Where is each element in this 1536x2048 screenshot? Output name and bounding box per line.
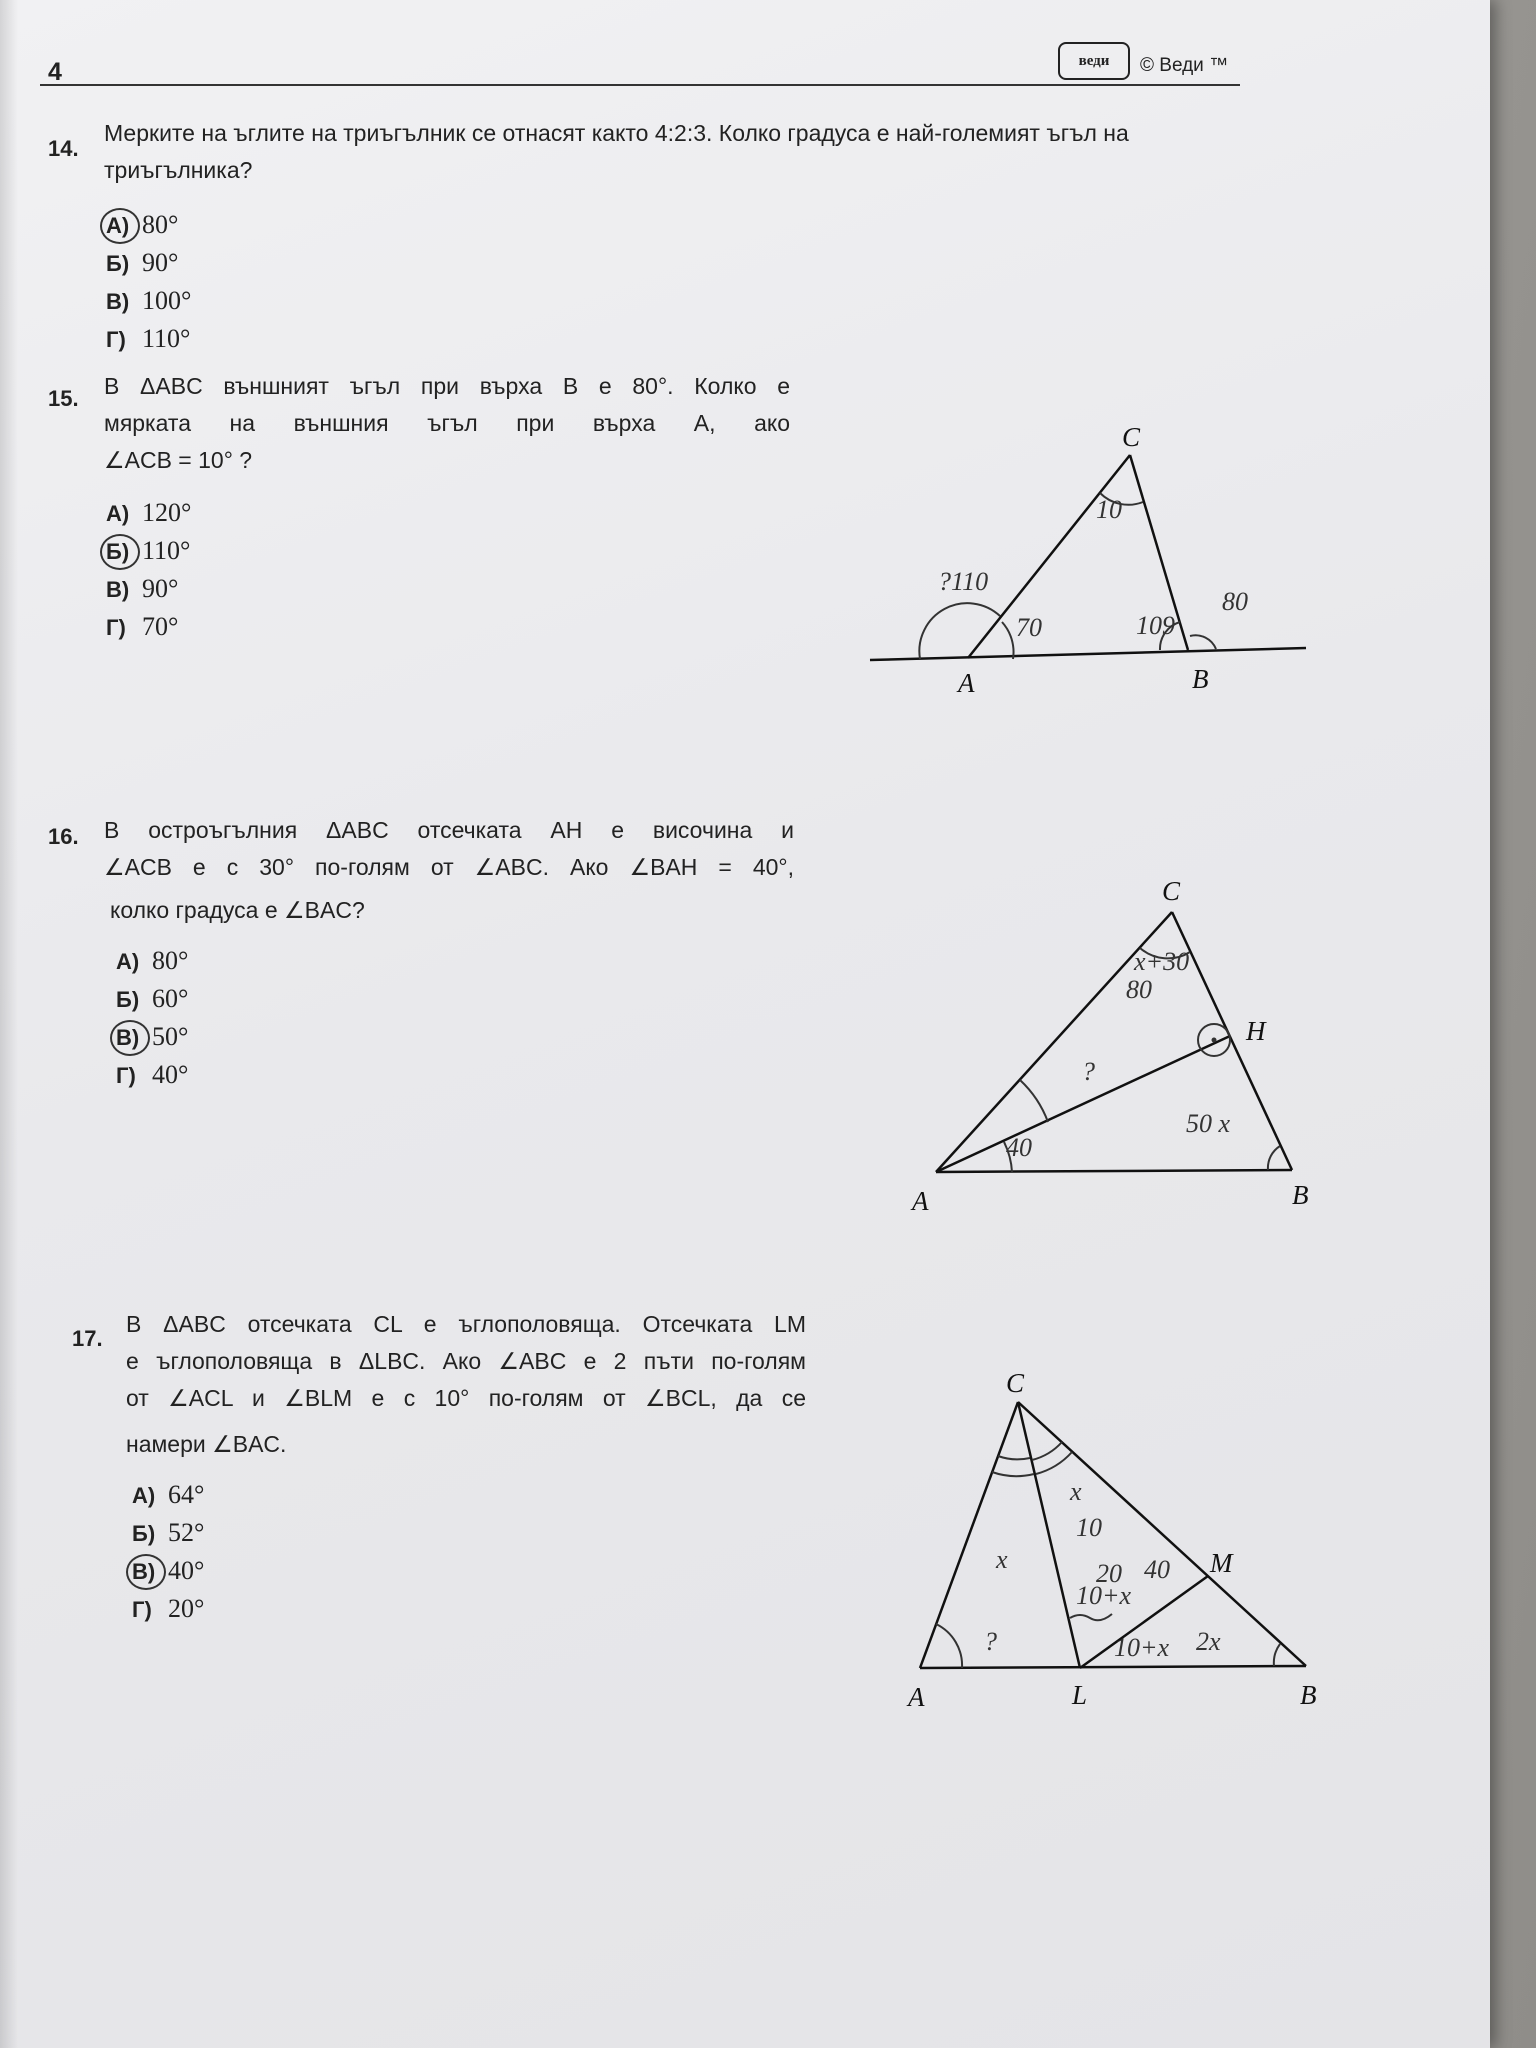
note-angle-b: 109 [1136,611,1175,640]
vertex-b-label: B [1192,664,1209,694]
option-14-c[interactable]: В) 100° [106,286,192,315]
angle-arc-bcl-2 [1036,1452,1072,1474]
note-angle-c: 10 [1096,495,1122,524]
question-17-line-1: В ΔABC отсечката CL е ъглополовяща. Отсечката LM [126,1311,806,1337]
angle-arc-b [1274,1644,1280,1666]
angle-arc-acl [992,1472,1034,1476]
vertex-m-label: M [1210,1548,1233,1578]
note-angle-40: 40 [1144,1555,1170,1584]
question-16-number: 16. [48,824,79,849]
option-16-a[interactable]: А) 80° [116,946,189,975]
angle-arc-a [936,1624,962,1668]
angle-arc-b [1268,1146,1280,1170]
note-ext-angle-b: 80 [1222,587,1248,616]
question-15-line-1: В ΔABC външният ъгъл при върха B е 80°. Колко е [104,373,790,399]
vertex-c-label: C [1162,876,1181,906]
answer-circle-mark [110,1020,150,1056]
angle-arc-bcl [1032,1442,1062,1460]
note-angle-b: 50 x [1186,1109,1231,1138]
header-divider [40,84,1240,86]
question-17-text-end [126,1426,806,1463]
note-angle-20: 20 [1096,1559,1122,1588]
option-15-d[interactable]: Г) 70° [106,612,179,641]
question-16-line-1: В остроъгълния ΔABC отсечката AH е височина и [104,817,794,843]
question-16-text [104,812,794,886]
option-14-d[interactable]: Г) 110° [106,324,191,353]
question-17-line-2: е ъглополовяща в ΔLBC. Ако ∠ABC е 2 пъти по-голям [126,1348,806,1374]
right-angle-dot [1212,1038,1217,1043]
question-15-line-2: мярката на външния ъгъл при върха A, ако [104,410,790,436]
side-ab [936,1170,1292,1172]
figure-15-triangle [860,410,1320,710]
note-angle-acl: x [996,1545,1008,1574]
option-16-c[interactable]: В) 50° [116,1018,188,1056]
baseline-line [870,648,1306,660]
vertex-b-label: B [1292,1180,1309,1210]
note-ext-angle-a: ?110 [938,567,989,596]
question-17-line-4: намери ∠BAC. [126,1431,287,1457]
option-16-b[interactable]: Б) 60° [116,984,189,1013]
bisector-cl [1018,1402,1080,1668]
note-angle-a: 70 [1016,613,1042,642]
vertex-a-label: A [908,1682,925,1712]
question-14-number: 14. [48,136,79,161]
page-shadow [0,0,18,2048]
page-number: 4 [48,58,62,86]
question-14-options [106,206,191,358]
option-14-b[interactable]: Б) 90° [106,248,179,277]
question-15-text [104,368,790,442]
question-16-line-2: ∠ACB е с 30° по-голям от ∠ABC. Ако ∠BAH = 40°, [104,854,794,880]
copyright-notice: © Веди ™ [1140,55,1229,76]
vertex-l-label: L [1072,1680,1088,1710]
angle-arc-b-ext [1190,635,1216,649]
figure-17-triangle [900,1360,1340,1720]
question-16-options [116,942,188,1094]
option-14-a[interactable]: А) 80° [106,206,191,244]
note-angle-bah: 40 [1006,1133,1032,1162]
note-angle-bcl: x [1070,1477,1082,1506]
answer-circle-mark [100,208,140,244]
answer-circle-mark [100,534,140,570]
publisher-logo: веди [1058,42,1130,80]
vertex-b-label: B [1300,1680,1317,1710]
note-angle-bcl-10: 10 [1076,1513,1102,1542]
answer-circle-mark [126,1554,166,1590]
question-14-text [104,115,1304,189]
side-ac [920,1402,1018,1668]
vertex-a-label: A [958,668,975,698]
angle-arc-bac [1020,1080,1048,1122]
question-17-options [132,1476,204,1628]
note-angle-10x: 10+x [1076,1581,1132,1610]
question-15-number: 15. [48,386,79,411]
question-17-number: 17. [72,1326,103,1351]
side-ab [920,1666,1306,1668]
note-angle-c-value: 80 [1126,975,1152,1004]
question-16-text-end [110,892,800,929]
option-15-a[interactable]: А) 120° [106,498,192,527]
side-ac [968,455,1130,658]
note-angle-a-unknown: ? [984,1627,997,1656]
question-17-text [126,1306,806,1417]
option-17-d[interactable]: Г) 20° [132,1594,205,1623]
option-17-c[interactable]: В) 40° [132,1552,204,1590]
question-15-text-end [104,442,790,479]
question-16-line-3: колко градуса е ∠BAC? [110,897,365,923]
angle-arc-acl-2 [998,1456,1030,1459]
note-angle-2x: 2x [1196,1627,1221,1656]
figure-16-triangle [900,860,1340,1220]
option-16-d[interactable]: Г) 40° [116,1060,189,1089]
question-14-line-1: Мерките на ъглите на триъгълник се отнасят както 4:2:3. Колко градуса е най-големият ъгъл на [104,120,1129,146]
question-14-line-2: триъгълника? [104,157,253,183]
angle-arc-a [1002,622,1014,659]
option-15-b[interactable]: Б) 110° [106,532,191,570]
note-angle-c-expr: x+30 [1134,947,1190,976]
vertex-c-label: C [1006,1368,1025,1398]
question-15-line-3: ∠ACB = 10° ? [104,447,253,473]
option-17-a[interactable]: А) 64° [132,1480,205,1509]
question-15-options [106,494,191,646]
option-15-c[interactable]: В) 90° [106,574,179,603]
note-angle-blm: 10+x [1114,1633,1170,1662]
question-17-line-3: от ∠ACL и ∠BLM е с 10° по-голям от ∠BCL, да се [126,1385,806,1411]
vertex-c-label: C [1122,422,1141,452]
option-17-b[interactable]: Б) 52° [132,1518,205,1547]
note-angle-bac: ? [1082,1057,1095,1086]
vertex-h-label: H [1246,1016,1266,1046]
angle-wave-mark [1070,1614,1112,1620]
vertex-a-label: A [912,1186,929,1216]
